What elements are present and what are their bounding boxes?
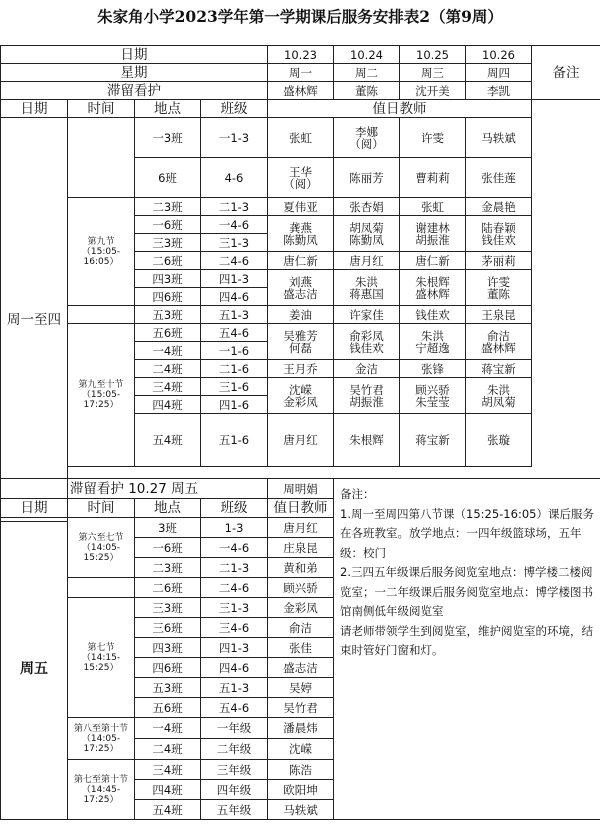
teacher-cell: 沈嵘 金彩凤 [268, 378, 334, 414]
place-cell: 五4班 [135, 800, 201, 820]
blank-cell [68, 158, 135, 198]
grade-cell: 二1-3 [201, 198, 268, 216]
grade-cell: 四1-3 [201, 638, 268, 658]
teacher-cell: 张虹 [400, 198, 466, 216]
teacher-cell: 王华 （阅） [268, 158, 334, 198]
col-header-date: 日期 [1, 100, 68, 118]
place-cell: 五4班 [135, 414, 201, 467]
teacher-cell: 张璇 [466, 414, 532, 467]
guard-cell: 盛林辉 [268, 82, 334, 100]
teacher-cell: 王泉昆 [466, 306, 532, 324]
teacher-cell: 顾兴骄 [268, 578, 334, 598]
place-cell: 二4班 [135, 739, 201, 760]
period-label: 第七至第十节（14:45-17:25） [68, 760, 135, 820]
place-cell: 四6班 [135, 658, 201, 678]
col-header-time: 时间 [68, 499, 135, 518]
grade-cell: 三4-6 [201, 618, 268, 638]
date-cell: 10.26 [466, 46, 532, 64]
grade-cell: 五4-6 [201, 324, 268, 342]
blank-cell [68, 306, 135, 324]
grade-cell: 四1-6 [201, 396, 268, 414]
place-cell: 三3班 [135, 598, 201, 618]
guard-cell: 李凯 [466, 82, 532, 100]
grade-cell: 4-6 [201, 158, 268, 198]
place-cell: 三4班 [135, 760, 201, 780]
teacher-cell: 朱根辉 [334, 414, 400, 467]
col-header-grade: 班级 [201, 499, 268, 518]
teacher-cell: 许雯 董陈 [466, 270, 532, 306]
teacher-cell: 马轶斌 [466, 118, 532, 158]
date-cell: 10.25 [400, 46, 466, 64]
grade-cell: 二1-3 [201, 558, 268, 578]
place-cell: 四6班 [135, 288, 201, 306]
teacher-cell: 唐仁新 [400, 252, 466, 270]
teacher-cell: 金晨艳 [466, 198, 532, 216]
grade-cell: 五1-3 [201, 306, 268, 324]
date-header: 日期 [1, 46, 268, 64]
teacher-cell: 盛志洁 [268, 658, 334, 678]
note-header: 备注 [532, 46, 600, 100]
period-label: 第八至第十节（14:05-17:25） [68, 718, 135, 760]
place-cell: 四3班 [135, 270, 201, 288]
teacher-cell: 吴婷 [268, 678, 334, 698]
col-header-duty: 值日教师 [268, 100, 532, 118]
date-cell: 10.24 [334, 46, 400, 64]
col-header-time: 时间 [68, 100, 135, 118]
teacher-cell: 吴竹君 胡振淮 [334, 378, 400, 414]
day-label: 周一至四 [1, 118, 68, 522]
grade-cell: 五年级 [201, 800, 268, 820]
place-cell: 三4班 [135, 378, 201, 396]
guard-header: 滞留看护 [1, 82, 268, 100]
grade-cell: 二1-6 [201, 360, 268, 378]
teacher-cell: 朱洪 蒋惠国 [334, 270, 400, 306]
grade-cell: 一4-6 [201, 216, 268, 234]
teacher-cell: 张杏娟 [334, 198, 400, 216]
teacher-cell: 陆春颖 钱佳欢 [466, 216, 532, 252]
teacher-cell: 陈浩 [268, 760, 334, 780]
place-cell: 3班 [135, 518, 201, 538]
schedule-table-mon-thu [0, 45, 600, 522]
teacher-cell: 俞洁 盛林辉 [466, 324, 532, 360]
teacher-cell: 李娜 （阅） [334, 118, 400, 158]
teacher-cell: 庄泉昆 [268, 538, 334, 558]
friday-notes: 备注： 1.周一至周四第八节课（15:25-16:05）课后服务在各班教室。放学地点：一四年级篮球场，五年级：校门 2.三四五年级课后服务阅览室地点：博学楼二楼阅览室；一二年级课后服务阅览室地点：博学楼图书馆南侧低年级阅览室 请老师带领学生到阅览室，维护阅览室的环境，结束时管好门窗和灯。 [334, 479, 600, 820]
grade-cell: 四1-3 [201, 270, 268, 288]
teacher-cell: 朱洪 胡凤菊 [466, 378, 532, 414]
col-header-duty: 值日教师 [268, 499, 334, 518]
teacher-cell: 刘燕 盛志洁 [268, 270, 334, 306]
blank-cell [68, 578, 135, 598]
friday-day-label: 周五 [1, 518, 68, 820]
date-cell: 10.23 [268, 46, 334, 64]
teacher-cell: 张佳 [268, 638, 334, 658]
place-cell: 一6班 [135, 216, 201, 234]
teacher-cell: 朱根辉 盛林辉 [400, 270, 466, 306]
teacher-cell: 顾兴骄 朱莹莹 [400, 378, 466, 414]
teacher-cell: 胡凤菊 陈勤凤 [334, 216, 400, 252]
period-label: 第九节 （15:05-16:05） [68, 198, 135, 306]
teacher-cell: 钱佳欢 [400, 306, 466, 324]
grade-cell: 三1-6 [201, 378, 268, 396]
place-cell: 五6班 [135, 698, 201, 718]
page-title: 朱家角小学2023学年第一学期课后服务安排表2（第9周） [97, 7, 503, 26]
teacher-cell: 张锋 [400, 360, 466, 378]
place-cell: 一3班 [135, 118, 201, 158]
teacher-cell: 金彩凤 [268, 598, 334, 618]
place-cell: 二3班 [135, 198, 201, 216]
place-cell: 一4班 [135, 342, 201, 360]
period-label: 第七节 （14:15-15:25） [68, 598, 135, 718]
teacher-cell: 俞彩凤 钱佳欢 [334, 324, 400, 360]
col-header-place: 地点 [135, 499, 201, 518]
blank-cell [532, 100, 600, 118]
place-cell: 二6班 [135, 578, 201, 598]
teacher-cell: 谢建林 胡振淮 [400, 216, 466, 252]
teacher-cell: 张佳莲 [466, 158, 532, 198]
teacher-cell: 唐月红 [268, 414, 334, 467]
teacher-cell: 茅丽莉 [466, 252, 532, 270]
place-cell: 6班 [135, 158, 201, 198]
place-cell: 二4班 [135, 360, 201, 378]
teacher-cell: 欧阳坤 [268, 780, 334, 800]
grade-cell: 一4-6 [201, 538, 268, 558]
place-cell: 四4班 [135, 780, 201, 800]
teacher-cell: 许雯 [400, 118, 466, 158]
weekday-cell: 周四 [466, 64, 532, 82]
grade-cell: 1-3 [201, 518, 268, 538]
grade-cell: 四4-6 [201, 658, 268, 678]
grade-cell: 二4-6 [201, 578, 268, 598]
col-header-grade: 班级 [201, 100, 268, 118]
weekday-cell: 周三 [400, 64, 466, 82]
teacher-cell: 朱洪 宁超逸 [400, 324, 466, 360]
grade-cell: 二年级 [201, 739, 268, 760]
teacher-cell: 蒋宝新 [466, 360, 532, 378]
grade-cell: 四年级 [201, 780, 268, 800]
place-cell: 四3班 [135, 638, 201, 658]
guard-cell: 董陈 [334, 82, 400, 100]
teacher-cell: 吴雅芳 何磊 [268, 324, 334, 360]
friday-guard-name: 周明娟 [268, 479, 334, 499]
weekday-cell: 周一 [268, 64, 334, 82]
col-header-date: 日期 [1, 499, 68, 518]
teacher-cell: 吴竹君 [268, 698, 334, 718]
teacher-cell: 沈嵘 [268, 739, 334, 760]
grade-cell: 三1-3 [201, 598, 268, 618]
teacher-cell: 马轶斌 [268, 800, 334, 820]
teacher-cell: 俞洁 [268, 618, 334, 638]
grade-cell: 一1-3 [201, 118, 268, 158]
teacher-cell: 王月乔 [268, 360, 334, 378]
place-cell: 二6班 [135, 252, 201, 270]
teacher-cell: 夏伟亚 [268, 198, 334, 216]
teacher-cell: 曹莉莉 [400, 158, 466, 198]
teacher-cell: 黄和弟 [268, 558, 334, 578]
guard-cell: 沈开美 [400, 82, 466, 100]
col-header-place: 地点 [135, 100, 201, 118]
teacher-cell: 唐月红 [334, 252, 400, 270]
grade-cell: 五1-6 [201, 414, 268, 467]
place-cell: 一4班 [135, 718, 201, 739]
period-label: 第九至十节 （15:05-17:25） [68, 324, 135, 467]
grade-cell: 三1-3 [201, 234, 268, 252]
teacher-cell: 蒋宝新 [400, 414, 466, 467]
teacher-cell: 唐月红 [268, 518, 334, 538]
place-cell: 三6班 [135, 618, 201, 638]
grade-cell: 二4-6 [201, 252, 268, 270]
place-cell: 五3班 [135, 678, 201, 698]
grade-cell: 五1-3 [201, 678, 268, 698]
grade-cell: 一1-6 [201, 342, 268, 360]
grade-cell: 三年级 [201, 760, 268, 780]
friday-guard-header: 滞留看护 10.27 周五 [1, 479, 268, 499]
teacher-cell: 唐仁新 [268, 252, 334, 270]
teacher-cell: 许家佳 [334, 306, 400, 324]
teacher-cell: 张虹 [268, 118, 334, 158]
weekday-header: 星期 [1, 64, 268, 82]
place-cell: 三3班 [135, 234, 201, 252]
teacher-cell: 潘晨炜 [268, 718, 334, 739]
place-cell: 五6班 [135, 324, 201, 342]
weekday-cell: 周二 [334, 64, 400, 82]
place-cell: 五3班 [135, 306, 201, 324]
period-label: 第六至七节 （14:05-15:25） [68, 518, 135, 578]
blank-cell [68, 118, 135, 158]
grade-cell: 一年级 [201, 718, 268, 739]
schedule-table-friday [0, 478, 600, 820]
teacher-cell: 龚燕 陈勤凤 [268, 216, 334, 252]
teacher-cell: 金洁 [334, 360, 400, 378]
grade-cell: 四4-6 [201, 288, 268, 306]
teacher-cell: 陈丽芳 [334, 158, 400, 198]
blank-cell [532, 118, 600, 467]
grade-cell: 五4-6 [201, 698, 268, 718]
place-cell: 四4班 [135, 396, 201, 414]
place-cell: 二3班 [135, 558, 201, 578]
teacher-cell: 姜油 [268, 306, 334, 324]
place-cell: 一6班 [135, 538, 201, 558]
